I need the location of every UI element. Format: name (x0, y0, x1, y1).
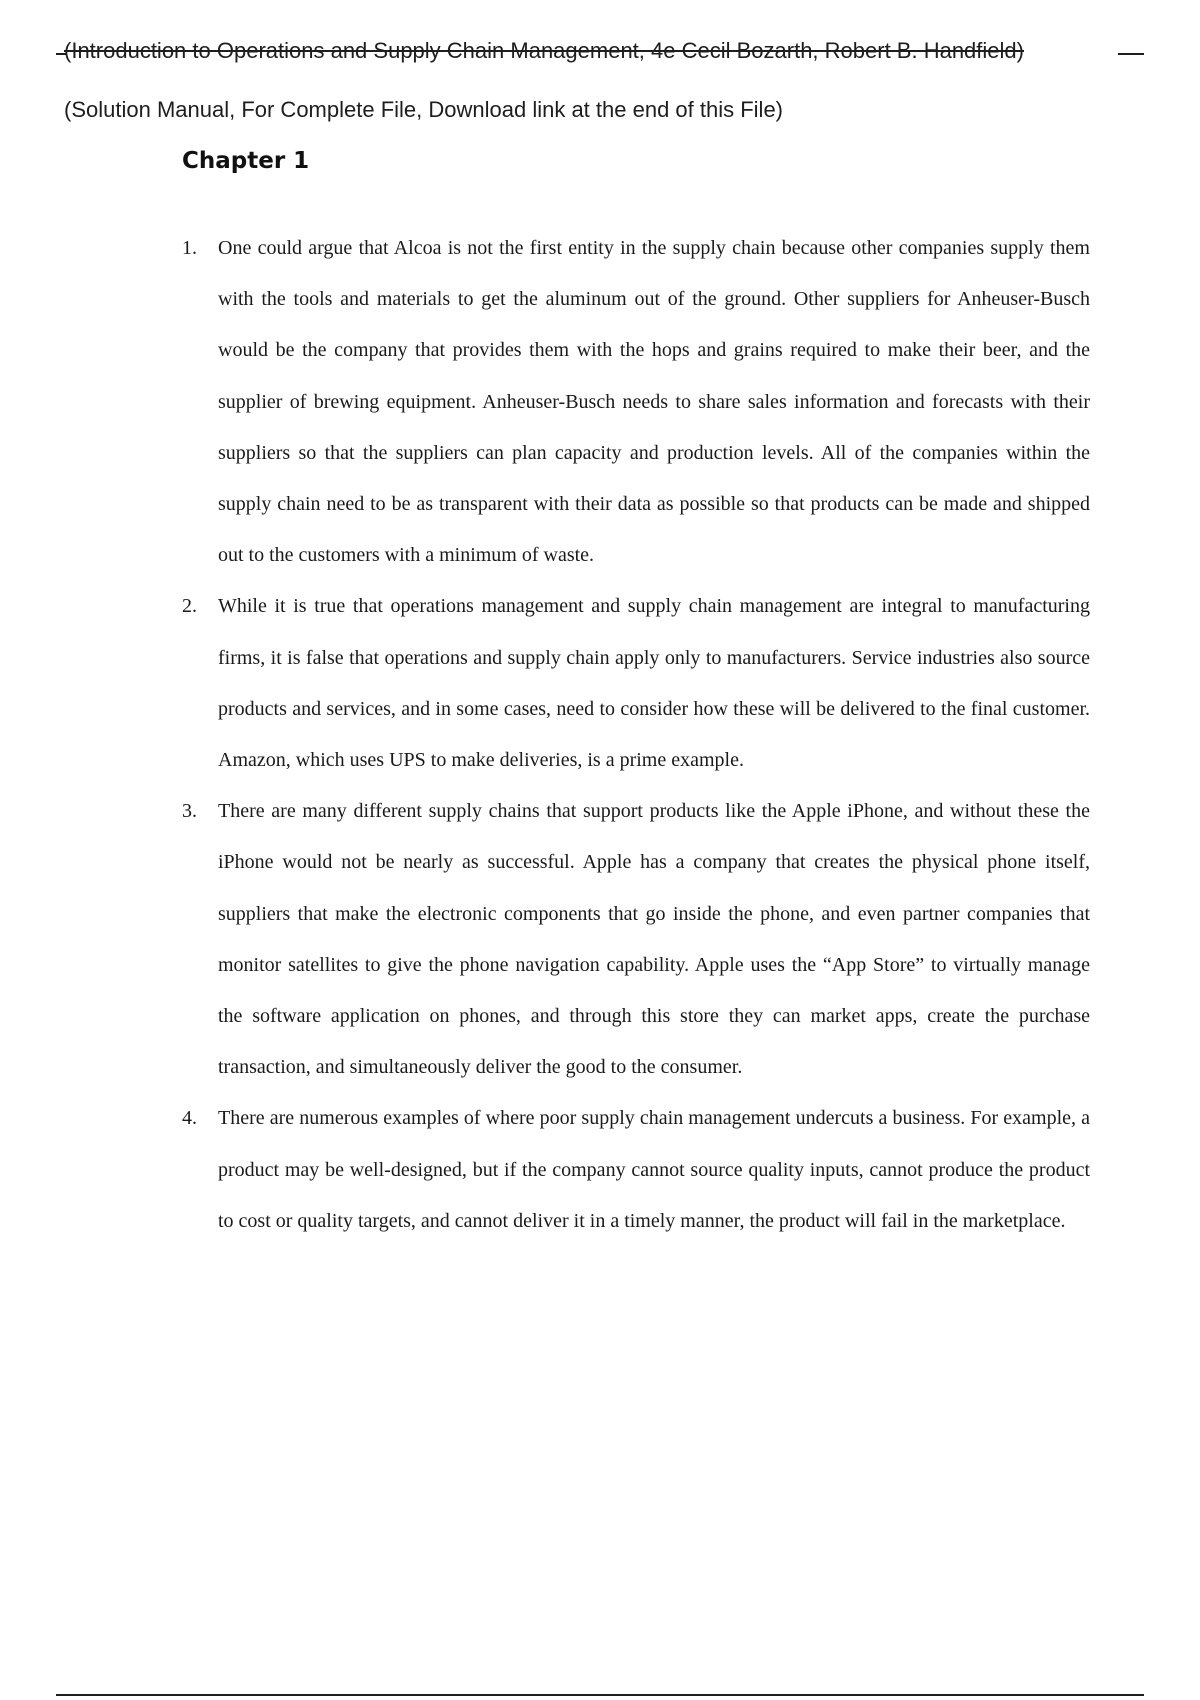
answer-number: 2. (182, 595, 197, 618)
solution-manual-note: (Solution Manual, For Complete File, Download link at the end of this File) (64, 97, 784, 122)
answer-text: One could argue that Alcoa is not the first entity in the supply chain because other companies supply them with the tools and materials to get the aluminum out of the ground. Other suppliers for Anheuser-Busch would be the company that provides them with the hops and grains required to make their beer, and the supplier of brewing equipment. Anheuser-Busch needs to share sales information and forecasts with their suppliers so that the suppliers can plan capacity and production levels. All of the companies within the supply chain need to be as transparent with their data as possible so that products can be made and shipped out to the customers with a minimum of waste. (218, 237, 1090, 567)
answer-text: While it is true that operations management and supply chain management are integral to manufacturing firms, it is false that operations and supply chain apply only to manufacturers. Service industries also source products and services, and in some cases, need to consider how these will be delivered to the final customer. Amazon, which uses UPS to make deliveries, is a prime example. (218, 595, 1090, 772)
chapter-title: Chapter 1 (182, 148, 310, 174)
answer-text: There are numerous examples of where poor supply chain management undercuts a business. For example, a product may be well-designed, but if the company cannot source quality inputs, cannot produce the product to cost or quality targets, and cannot deliver it in a timely manner, the product will fail in the marketplace. (218, 1107, 1090, 1232)
answer-number: 4. (182, 1107, 197, 1130)
answer-item-4 (182, 1093, 1090, 1247)
header-divider-right (1118, 53, 1144, 55)
answer-item-2 (182, 581, 1090, 786)
footer-divider (56, 1694, 1144, 1696)
answer-number: 3. (182, 800, 197, 823)
answer-item-3 (182, 786, 1090, 1093)
answer-text: There are many different supply chains that support products like the Apple iPhone, and without these the iPhone would not be nearly as successful. Apple has a company that creates the physical phone itself, suppliers that make the electronic components that go inside the phone, and even partner companies that monitor satellites to give the phone navigation capability. Apple uses the “App Store” to virtually manage the software application on phones, and through this store they can market apps, create the purchase transaction, and simultaneously deliver the good to the consumer. (218, 800, 1090, 1079)
book-title-header: (Introduction to Operations and Supply Chain Management, 4e Cecil Bozarth, Robert B. Handfield) (64, 38, 1024, 63)
answer-number: 1. (182, 237, 197, 259)
answer-item-1 (182, 223, 1090, 581)
answer-list (182, 223, 1090, 1247)
